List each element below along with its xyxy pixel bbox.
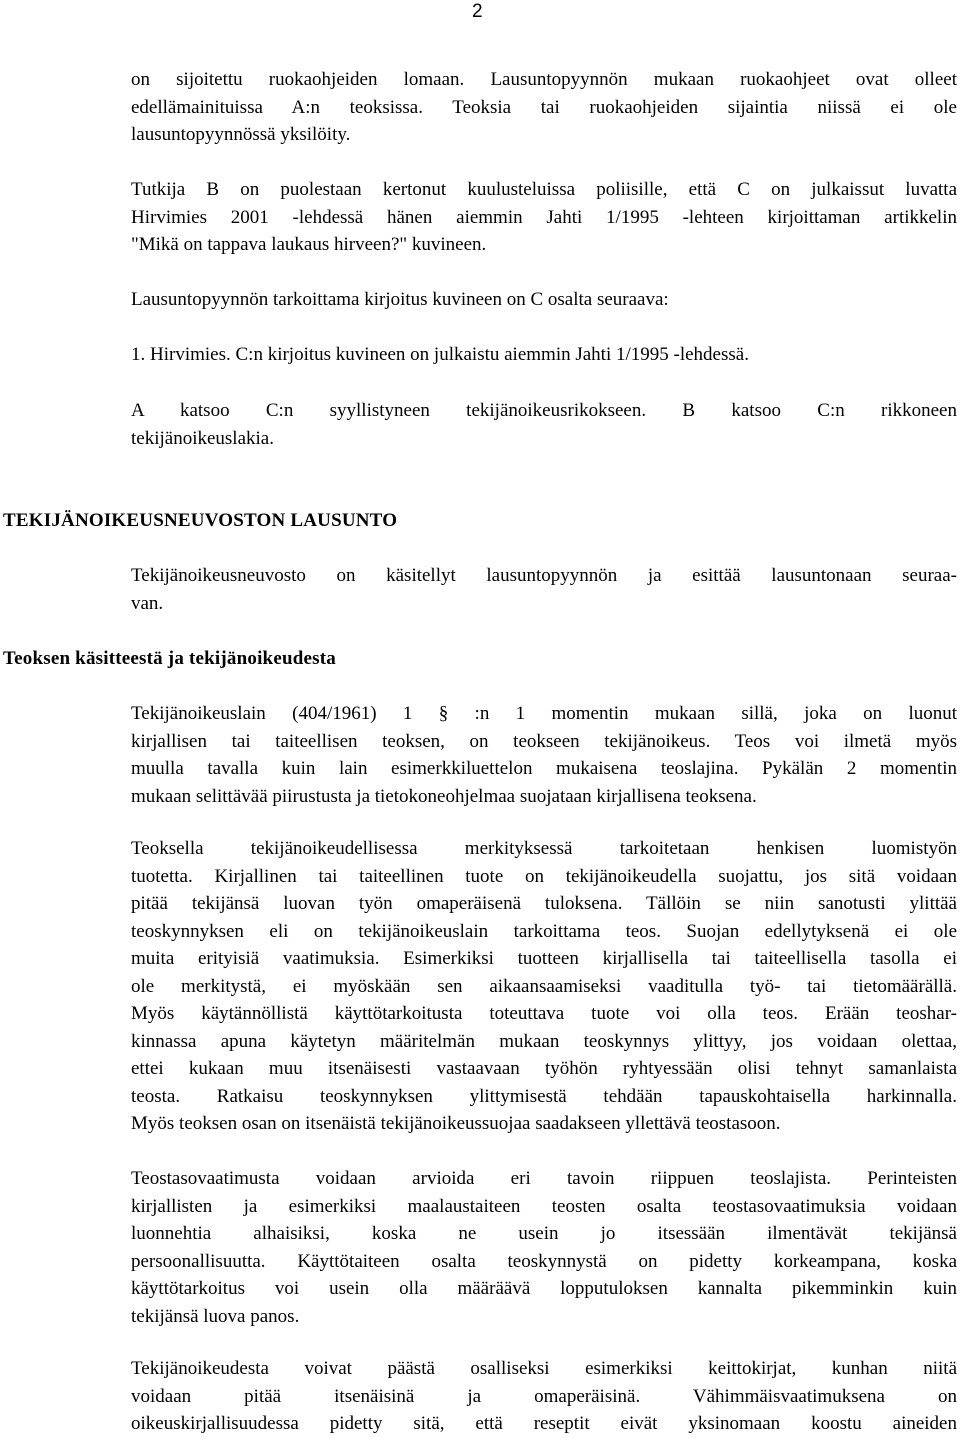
text-line: teosta. Ratkaisu teoskynnyksen ylittymisestä tehdään tapauskohtaisella harkinnalla. (131, 1085, 957, 1107)
text-line: Teoksella tekijänoikeudellisessa merkityksessä tarkoitetaan henkisen luomistyön (131, 838, 957, 859)
text-line: persoonallisuutta. Käyttötaiteen osalta teoskynnystä on pidetty korkeampana, koska (131, 1250, 957, 1272)
text-line: tuotetta. Kirjallinen tai taiteellinen tuote on tekijänoikeudella suojattu, jos sitä voidaan (131, 865, 957, 887)
text-line: muulla tavalla kuin lain esimerkkiluettelon mukaisena teoslajina. Pykälän 2 momentin (131, 758, 957, 779)
paragraph-work-level-requirement (131, 1165, 957, 1330)
text-line: teoskynnyksen eli on tekijänoikeuslain tarkoittama teos. Suojan edellytyksenä ei ole (131, 920, 957, 942)
text-line: edellämainituissa A:n teoksissa. Teoksia tai ruokaohjeiden sijaintia niissä ei ole (131, 96, 957, 118)
text-line: kinnassa apuna käytetyn määritelmän mukaan teoskynnys ylittyy, jos voidaan olettaa, (131, 1030, 957, 1052)
text-line: Hirvimies 2001 -lehdessä hänen aiemmin Jahti 1/1995 -lehteen kirjoittaman artikkelin (131, 206, 957, 228)
section-heading-work-concept: Teoksen käsitteestä ja tekijänoikeudesta (3, 648, 336, 669)
paragraph-referenced-writing (131, 286, 957, 314)
text-line: tekijänsä luova panos. (131, 1305, 300, 1327)
paragraph-item-hirvimies (131, 341, 957, 369)
text-line: mukaan selittävää piirustusta ja tietokoneohjelmaa suojataan kirjallisena teoksena. (131, 785, 757, 807)
text-line: ettei kukaan muu itsenäisesti vastaavaan työhön ryhtyessään olisi tehnyt samanlaista (131, 1058, 957, 1079)
text-line: A katsoo C:n syyllistyneen tekijänoikeusrikokseen. B katsoo C:n rikkoneen (131, 400, 957, 421)
text-line: lausuntopyynnössä yksilöity. (131, 124, 351, 145)
text-line: voidaan pitää itsenäisinä ja omaperäisinä. Vähimmäisvaatimuksena on (131, 1385, 957, 1407)
text-line: muita erityisiä vaatimuksia. Esimerkiksi tuotteen kirjallisella tai taiteellisella tasolla ei (131, 948, 957, 969)
text-line: Tekijänoikeuslain (404/1961) 1 § :n 1 momentin mukaan sillä, joka on luonut (131, 703, 957, 724)
text-line: Teostasovaatimusta voidaan arvioida eri tavoin riippuen teoslajista. Perinteisten (131, 1168, 957, 1189)
text-line: Tekijänoikeusneuvosto on käsitellyt lausuntopyynnön ja esittää lausuntonaan seuraa- (131, 565, 957, 586)
text-line: Lausuntopyynnön tarkoittama kirjoitus kuvineen on C osalta seuraava: (131, 289, 669, 310)
text-line: Myös käytännöllistä käyttötarkoitusta toteuttava tuote voi olla teos. Erään teoshar- (131, 1003, 957, 1024)
paragraph-copyright-law (131, 700, 957, 810)
paragraph-claims (131, 397, 957, 452)
text-line: kirjallisten ja esimerkiksi maalaustaiteen teosten osalta teostasovaatimuksia voidaan (131, 1195, 957, 1217)
paragraph-researcher-b (131, 176, 957, 259)
text-line: Tutkija B on puolestaan kertonut kuulusteluissa poliisille, että C on julkaissut luvatta (131, 179, 957, 200)
text-line: 1. Hirvimies. C:n kirjoitus kuvineen on julkaistu aiemmin Jahti 1/1995 -lehdessä. (131, 344, 749, 365)
text-line: on sijoitettu ruokaohjeiden lomaan. Lausuntopyynnön mukaan ruokaohjeet ovat olleet (131, 69, 957, 90)
text-line: luonnehtia alhaisiksi, koska ne usein jo itsessään ilmentävät tekijänsä (131, 1223, 957, 1244)
text-line: tekijänoikeuslakia. (131, 427, 274, 449)
text-line: käyttötarkoitus voi usein olla määräävä lopputuloksen kannalta pikemminkin kuin (131, 1278, 957, 1299)
text-line: pitää tekijänsä luovan työn omaperäisenä tuloksena. Tällöin se niin sanotusti ylittää (131, 893, 957, 914)
page-number: 2 (472, 1, 483, 22)
text-line: Myös teoksen osan on itsenäistä tekijänoikeussuojaa saadakseen yllettävä teostasoon. (131, 1113, 781, 1134)
text-line: van. (131, 592, 164, 614)
paragraph-council-statement (131, 562, 957, 617)
text-line: kirjallisen tai taiteellisen teoksen, on teokseen tekijänoikeus. Teos voi ilmetä myös (131, 730, 957, 752)
paragraph-cookbooks (131, 1355, 957, 1438)
paragraph-intro-continuation (131, 66, 957, 149)
paragraph-threshold-of-originality (131, 835, 957, 1138)
text-line: Tekijänoikeudesta voivat päästä osalliseksi esimerkiksi keittokirjat, kunhan niitä (131, 1358, 957, 1379)
text-line: ole merkitystä, ei myöskään sen aikaansaamiseksi vaaditulla työ- tai tietomäärällä. (131, 975, 957, 997)
text-line: oikeuskirjallisuudessa pidetty sitä, että reseptit eivät yksinomaan koostu aineiden (131, 1413, 957, 1434)
text-line: "Mikä on tappava laukaus hirveen?" kuvineen. (131, 234, 487, 255)
section-heading-statement: TEKIJÄNOIKEUSNEUVOSTON LAUSUNTO (3, 510, 398, 531)
